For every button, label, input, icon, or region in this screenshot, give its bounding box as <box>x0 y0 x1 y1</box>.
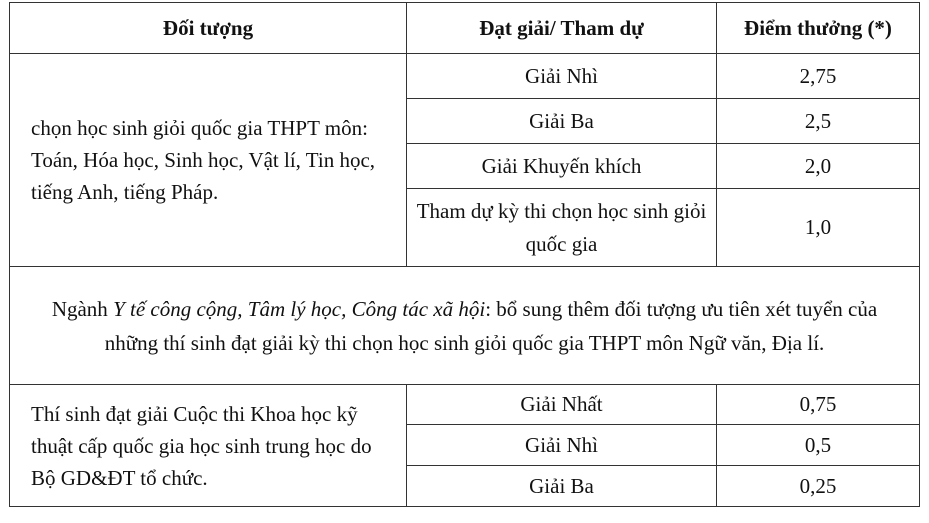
award-cell: Giải Nhất <box>407 385 717 425</box>
note-row <box>10 267 920 385</box>
note-prefix: Ngành <box>51 296 114 321</box>
table-row <box>10 54 920 99</box>
table-row <box>10 385 920 425</box>
award-cell: Tham dự kỳ thi chọn học sinh giỏi quốc gia <box>407 189 717 267</box>
award-cell: Giải Nhì <box>407 54 717 99</box>
header-points: Điểm thưởng (*) <box>717 3 920 54</box>
points-cell: 2,75 <box>717 54 920 99</box>
points-cell: 2,5 <box>717 99 920 144</box>
points-cell: 2,0 <box>717 144 920 189</box>
points-cell: 1,0 <box>717 189 920 267</box>
bonus-points-table <box>9 2 920 507</box>
note-suffix: : bổ sung thêm đối tượng ưu tiên xét tuyển của những thí sinh đạt giải kỳ thi chọn học sinh giỏi quốc gia THPT môn Ngữ văn, Địa lí. <box>104 296 878 355</box>
points-cell: 0,5 <box>717 425 920 466</box>
group2-subject: Thí sinh đạt giải Cuộc thi Khoa học kỹ thuật cấp quốc gia học sinh trung học do Bộ GD&ĐT tổ chức. <box>10 385 407 507</box>
award-cell: Giải Ba <box>407 466 717 507</box>
note-cell <box>10 267 920 385</box>
award-cell: Giải Ba <box>407 99 717 144</box>
header-row <box>10 3 920 54</box>
header-award: Đạt giải/ Tham dự <box>407 3 717 54</box>
note-majors: Y tế công cộng, Tâm lý học, Công tác xã hội <box>113 296 486 321</box>
points-cell: 0,75 <box>717 385 920 425</box>
group1-subject: chọn học sinh giỏi quốc gia THPT môn: Toán, Hóa học, Sinh học, Vật lí, Tin học, tiếng Anh, tiếng Pháp. <box>10 54 407 267</box>
award-cell: Giải Nhì <box>407 425 717 466</box>
points-cell: 0,25 <box>717 466 920 507</box>
header-subject: Đối tượng <box>10 3 407 54</box>
award-cell: Giải Khuyến khích <box>407 144 717 189</box>
